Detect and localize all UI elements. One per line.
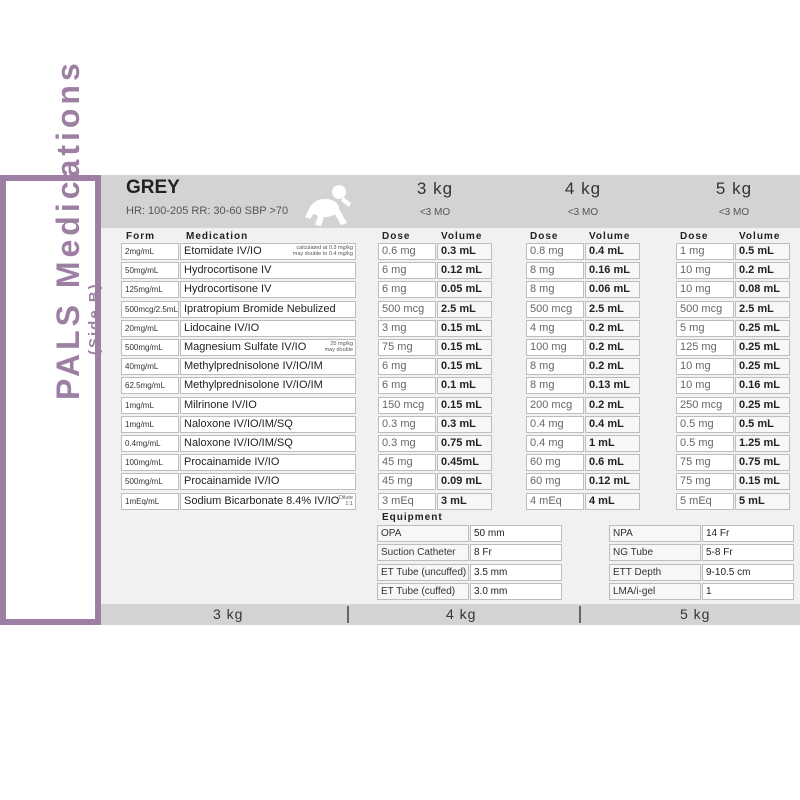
volume-cell: 0.16 mL xyxy=(585,262,640,279)
volume-cell: 0.3 mL xyxy=(437,243,492,260)
age-3kg-label: <3 MO xyxy=(419,207,451,218)
dose-cell: 6 mg xyxy=(378,281,436,298)
med-name: Ipratropium Bromide Nebulized xyxy=(184,303,336,315)
dose-cell: 10 mg xyxy=(676,377,734,394)
dose-cell: 0.5 mg xyxy=(676,416,734,433)
med-name-cell xyxy=(180,301,356,318)
dose-cell: 75 mg xyxy=(676,454,734,471)
volume-cell: 0.25 mL xyxy=(735,358,790,375)
med-form-cell: 500mg/mL xyxy=(121,339,179,356)
zone-vitals: HR: 100-205 RR: 30-60 SBP >70 xyxy=(126,205,289,217)
equipment-title: Equipment xyxy=(382,512,443,523)
med-note-line: may double to 0.4 mg/kg xyxy=(292,251,353,257)
volume-cell: 0.4 mL xyxy=(585,243,640,260)
dose-cell: 6 mg xyxy=(378,377,436,394)
equipment-label: NG Tube xyxy=(609,544,701,561)
weight-3kg-label: 3 kg xyxy=(416,179,454,198)
med-name: Sodium Bicarbonate 8.4% IV/IO xyxy=(184,495,340,507)
volume-cell: 0.13 mL xyxy=(585,377,640,394)
volume-cell: 0.75 mL xyxy=(437,435,492,452)
zone-name: GREY xyxy=(126,177,180,198)
age-5kg-label: <3 MO xyxy=(718,207,750,218)
med-note-line: 1:1 xyxy=(345,501,353,507)
dose-cell: 0.4 mg xyxy=(526,416,584,433)
volume-cell: 0.6 mL xyxy=(585,454,640,471)
med-name: Lidocaine IV/IO xyxy=(184,322,260,334)
med-note-line: calculated at 0.3 mg/kg xyxy=(296,245,353,251)
med-name: Naloxone IV/IO/IM/SQ xyxy=(184,437,293,449)
equipment-label: OPA xyxy=(377,525,469,542)
med-name: Procainamide IV/IO xyxy=(184,456,280,468)
dose-cell: 0.6 mg xyxy=(378,243,436,260)
equipment-value: 3.0 mm xyxy=(470,583,562,600)
med-note xyxy=(293,245,353,257)
footer-weight-5kg: 5 kg xyxy=(680,606,711,622)
dose-cell: 10 mg xyxy=(676,358,734,375)
equipment-value: 5-8 Fr xyxy=(702,544,794,561)
dose-cell: 0.3 mg xyxy=(378,416,436,433)
med-name-cell xyxy=(180,473,356,490)
volume-cell: 0.2 mL xyxy=(735,262,790,279)
med-name-cell xyxy=(180,281,356,298)
med-note-line: Dilute xyxy=(338,495,353,501)
dose-cell: 500 mcg xyxy=(526,301,584,318)
med-form-cell: 62.5mg/mL xyxy=(121,377,179,394)
side-subtitle: (Side B) xyxy=(86,282,103,355)
volume-cell: 0.15 mL xyxy=(437,339,492,356)
med-name-cell xyxy=(180,416,356,433)
volume-cell: 3 mL xyxy=(437,493,492,510)
med-form-cell: 40mg/mL xyxy=(121,358,179,375)
footer-weight-3kg: 3 kg xyxy=(213,606,244,622)
med-name: Magnesium Sulfate IV/IO xyxy=(184,341,307,353)
volume-cell: 2.5 mL xyxy=(437,301,492,318)
volume-cell: 0.15 mL xyxy=(437,397,492,414)
equipment-label: ETT Depth xyxy=(609,564,701,581)
med-note xyxy=(339,495,353,507)
volume-cell: 0.1 mL xyxy=(437,377,492,394)
volume-cell: 2.5 mL xyxy=(735,301,790,318)
dose-cell: 75 mg xyxy=(676,473,734,490)
header-form: Form xyxy=(126,231,155,242)
med-name-cell xyxy=(180,493,356,510)
header-volume-5kg: Volume xyxy=(739,231,781,242)
equipment-value: 3.5 mm xyxy=(470,564,562,581)
volume-cell: 0.3 mL xyxy=(437,416,492,433)
equipment-value: 8 Fr xyxy=(470,544,562,561)
equipment-label: Suction Catheter xyxy=(377,544,469,561)
med-note xyxy=(325,341,353,353)
volume-cell: 0.05 mL xyxy=(437,281,492,298)
dose-cell: 10 mg xyxy=(676,281,734,298)
dose-cell: 5 mg xyxy=(676,320,734,337)
volume-cell: 0.12 mL xyxy=(585,473,640,490)
dose-cell: 3 mEq xyxy=(378,493,436,510)
dose-cell: 8 mg xyxy=(526,281,584,298)
volume-cell: 0.15 mL xyxy=(437,320,492,337)
dose-cell: 45 mg xyxy=(378,454,436,471)
dose-cell: 8 mg xyxy=(526,262,584,279)
med-form-cell: 1mg/mL xyxy=(121,416,179,433)
volume-cell: 0.25 mL xyxy=(735,397,790,414)
med-name: Naloxone IV/IO/IM/SQ xyxy=(184,418,293,430)
volume-cell: 0.16 mL xyxy=(735,377,790,394)
med-name: Etomidate IV/IO xyxy=(184,245,262,257)
dose-cell: 500 mcg xyxy=(378,301,436,318)
med-name-cell xyxy=(180,358,356,375)
volume-cell: 0.4 mL xyxy=(585,416,640,433)
header-dose-5kg: Dose xyxy=(680,231,709,242)
dose-cell: 200 mcg xyxy=(526,397,584,414)
dose-cell: 100 mg xyxy=(526,339,584,356)
volume-cell: 0.45mL xyxy=(437,454,492,471)
volume-cell: 0.09 mL xyxy=(437,473,492,490)
med-name-cell xyxy=(180,339,356,356)
equipment-value: 1 xyxy=(702,583,794,600)
dose-cell: 1 mg xyxy=(676,243,734,260)
equipment-label: NPA xyxy=(609,525,701,542)
weight-5kg-label: 5 kg xyxy=(715,179,753,198)
med-name: Hydrocortisone IV xyxy=(184,283,272,295)
volume-cell: 0.75 mL xyxy=(735,454,790,471)
med-name: Milrinone IV/IO xyxy=(184,399,257,411)
dose-cell: 500 mcg xyxy=(676,301,734,318)
equipment-value: 50 mm xyxy=(470,525,562,542)
volume-cell: 0.2 mL xyxy=(585,339,640,356)
dose-cell: 0.5 mg xyxy=(676,435,734,452)
dose-cell: 5 mEq xyxy=(676,493,734,510)
equipment-label: LMA/i-gel xyxy=(609,583,701,600)
volume-cell: 0.08 mL xyxy=(735,281,790,298)
med-note-line: may double xyxy=(324,347,353,353)
med-name-cell xyxy=(180,397,356,414)
footer-weight-4kg: 4 kg xyxy=(446,606,477,622)
dose-cell: 6 mg xyxy=(378,262,436,279)
med-form-cell: 20mg/mL xyxy=(121,320,179,337)
med-name-cell xyxy=(180,454,356,471)
med-form-cell: 1mEq/mL xyxy=(121,493,179,510)
med-name: Methylprednisolone IV/IO/IM xyxy=(184,379,323,391)
med-name-cell xyxy=(180,320,356,337)
med-form-cell: 100mg/mL xyxy=(121,454,179,471)
dose-cell: 4 mg xyxy=(526,320,584,337)
dose-cell: 8 mg xyxy=(526,377,584,394)
med-form-cell: 0.4mg/mL xyxy=(121,435,179,452)
header-medication: Medication xyxy=(186,231,249,242)
weight-4kg-label: 4 kg xyxy=(564,179,602,198)
equipment-label: ET Tube (cuffed) xyxy=(377,583,469,600)
med-name-cell xyxy=(180,377,356,394)
volume-cell: 0.25 mL xyxy=(735,320,790,337)
dose-cell: 10 mg xyxy=(676,262,734,279)
volume-cell: 5 mL xyxy=(735,493,790,510)
med-name-cell xyxy=(180,435,356,452)
volume-cell: 0.2 mL xyxy=(585,358,640,375)
volume-cell: 0.06 mL xyxy=(585,281,640,298)
med-note-line: 25 mg/kg xyxy=(330,341,353,347)
dose-cell: 150 mcg xyxy=(378,397,436,414)
dose-cell: 8 mg xyxy=(526,358,584,375)
volume-cell: 0.5 mL xyxy=(735,416,790,433)
dose-cell: 0.8 mg xyxy=(526,243,584,260)
volume-cell: 0.12 mL xyxy=(437,262,492,279)
volume-cell: 0.25 mL xyxy=(735,339,790,356)
dose-cell: 75 mg xyxy=(378,339,436,356)
volume-cell: 0.15 mL xyxy=(437,358,492,375)
med-name: Methylprednisolone IV/IO/IM xyxy=(184,360,323,372)
header-volume-3kg: Volume xyxy=(441,231,483,242)
dose-cell: 60 mg xyxy=(526,473,584,490)
volume-cell: 1.25 mL xyxy=(735,435,790,452)
dose-cell: 125 mg xyxy=(676,339,734,356)
med-form-cell: 1mg/mL xyxy=(121,397,179,414)
dose-cell: 4 mEq xyxy=(526,493,584,510)
volume-cell: 0.5 mL xyxy=(735,243,790,260)
med-form-cell: 500mcg/2.5mL xyxy=(121,301,179,318)
med-name-cell xyxy=(180,262,356,279)
dose-cell: 0.4 mg xyxy=(526,435,584,452)
footer-divider xyxy=(347,606,349,623)
dose-cell: 0.3 mg xyxy=(378,435,436,452)
med-form-cell: 500mg/mL xyxy=(121,473,179,490)
volume-cell: 0.2 mL xyxy=(585,397,640,414)
header-dose-4kg: Dose xyxy=(530,231,559,242)
equipment-label: ET Tube (uncuffed) xyxy=(377,564,469,581)
med-name-cell xyxy=(180,243,356,260)
med-form-cell: 125mg/mL xyxy=(121,281,179,298)
age-4kg-label: <3 MO xyxy=(567,207,599,218)
equipment-value: 14 Fr xyxy=(702,525,794,542)
dose-cell: 6 mg xyxy=(378,358,436,375)
volume-cell: 2.5 mL xyxy=(585,301,640,318)
equipment-value: 9-10.5 cm xyxy=(702,564,794,581)
volume-cell: 1 mL xyxy=(585,435,640,452)
med-name: Hydrocortisone IV xyxy=(184,264,272,276)
volume-cell: 0.2 mL xyxy=(585,320,640,337)
volume-cell: 0.15 mL xyxy=(735,473,790,490)
header-volume-4kg: Volume xyxy=(589,231,631,242)
side-title: PALS Medications xyxy=(50,59,86,400)
dose-cell: 3 mg xyxy=(378,320,436,337)
med-name: Procainamide IV/IO xyxy=(184,475,280,487)
baby-icon xyxy=(303,183,355,227)
med-form-cell: 2mg/mL xyxy=(121,243,179,260)
dose-cell: 45 mg xyxy=(378,473,436,490)
dose-cell: 250 mcg xyxy=(676,397,734,414)
header-dose-3kg: Dose xyxy=(382,231,411,242)
volume-cell: 4 mL xyxy=(585,493,640,510)
dose-cell: 60 mg xyxy=(526,454,584,471)
med-form-cell: 50mg/mL xyxy=(121,262,179,279)
footer-divider xyxy=(579,606,581,623)
